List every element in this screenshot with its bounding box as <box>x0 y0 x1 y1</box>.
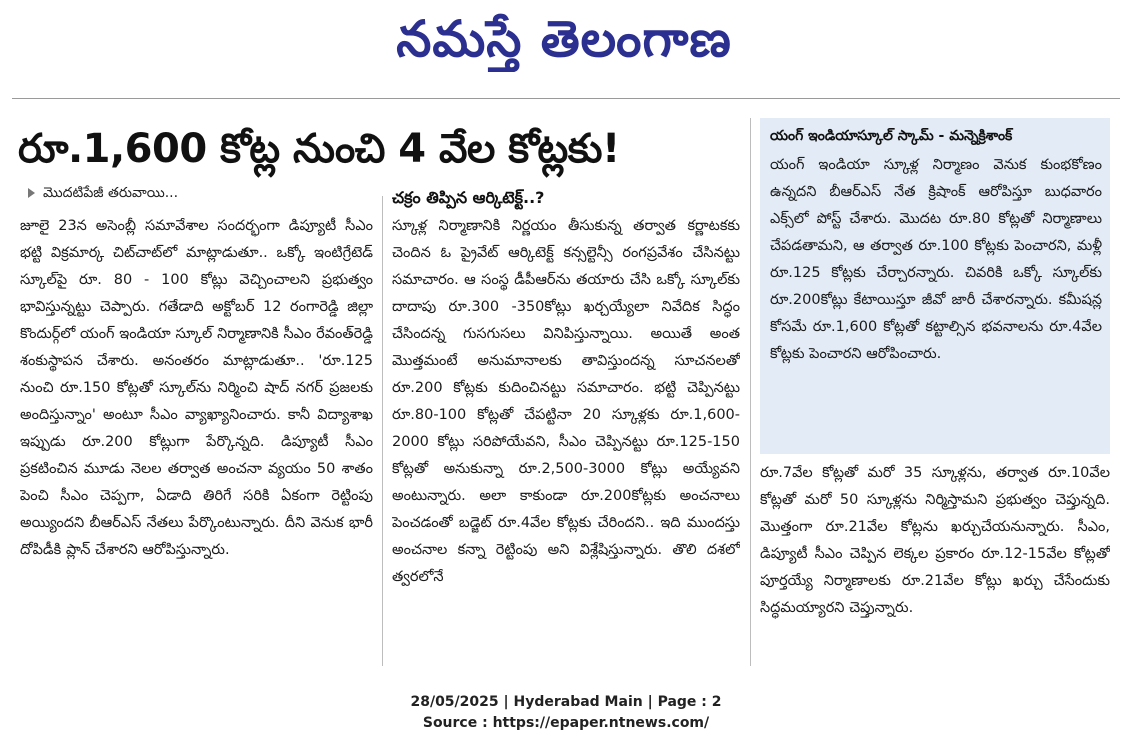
headline: రూ.1,600 కోట్ల నుంచి 4 వేల కోట్లకు! <box>18 126 620 172</box>
kicker-text: మొదటిపేజీ తరువాయి... <box>43 185 179 201</box>
column-1-text: జూలై 23న అసెంబ్లీ సమావేశాల సందర్భంగా డిప్యూటీ సీఎం భట్టి విక్రమార్క చిట్‌చాట్‌లో మాట్లాడుతూ.. ఒక్కో ఇంటిగ్రేటెడ్ స్కూల్‌పై రూ. 80 - 100 కోట్లు వెచ్చించాలని ప్రభుత్వం భావిస్తున్నట్టు చెప్పారు. గతేడాది అక్టోబర్ 12 రంగారెడ్డి జిల్లా కొందుర్గ్‌లో యంగ్ ఇండియా స్కూల్ నిర్మాణానికి సీఎం రేవంత్‌రెడ్డి శంకుస్థాపన చేశారు. అనంతరం మాట్లాడుతూ.. 'రూ.125 నుంచి రూ.150 కోట్లతో స్కూల్‌ను నిర్మించి షాద్ నగర్ ప్రజలకు అందిస్తున్నాం' అంటూ సీఎం వ్యాఖ్యానించారు. కానీ విద్యాశాఖ ఇప్పుడు రూ.200 కోట్లుగా పేర్కొన్నది. డిప్యూటీ సీఎం ప్రకటించిన మూడు నెలల తర్వాత అంచనా వ్యయం 50 శాతం పెంచి సీఎం చెప్పగా, ఏడాది తిరిగే సరికి ఏకంగా రెట్టింపు అయ్యిందని బీఆర్‌ఎస్ నేతలు పేర్కొంటున్నారు. దీని వెనుక భారీ దోపిడీకి ప్లాన్ చేశారని ఆరోపిస్తున్నారు. <box>20 218 373 558</box>
footer-source: Source : https://epaper.ntnews.com/ <box>422 715 710 731</box>
arrow-icon <box>28 188 35 198</box>
masthead-logo: నమస్తే తెలంగాణ <box>396 9 732 68</box>
column-divider <box>750 118 751 666</box>
sidebar-box <box>760 118 1110 454</box>
article-column-3 <box>760 460 1110 666</box>
column-divider <box>382 196 383 666</box>
continuation-kicker <box>28 182 348 204</box>
sidebar-body <box>770 152 1102 450</box>
article-column-2 <box>392 213 740 663</box>
column-3-text: రూ.7వేల కోట్లతో మరో 35 స్కూళ్లను, తర్వాత రూ.10వేల కోట్లతో మరో 50 స్కూళ్లను నిర్మిస్తామని ప్రభుత్వం చెప్తున్నది. మొత్తంగా రూ.21వేల కోట్లను ఖర్చుచేయనున్నారు. సీఎం, డిప్యూటీ సీఎం చెప్పిన లెక్కల ప్రకారం రూ.12-15వేల కోట్లతో పూర్తయ్యే నిర్మాణాలకు రూ.21వేల కోట్లు ఖర్చు చేసేందుకు సిద్ధమయ్యారని చెప్తున్నారు. <box>760 465 1110 616</box>
column-2-text: స్కూళ్ల నిర్మాణానికి నిర్ణయం తీసుకున్న తర్వాత కర్ణాటకకు చెందిన ఓ ప్రైవేట్ ఆర్కిటెక్ట్ కన్సల్టెన్సీ రంగప్రవేశం చేసినట్టు సమాచారం. ఆ సంస్థ డీపీఆర్‌ను తయారు చేసి ఒక్కో స్కూల్‌కు దాదాపు రూ.300 -350కోట్లు ఖర్చయ్యేలా నివేదిక సిద్ధం చేసిందన్న గుసగుసలు వినిపిస్తున్నాయి. అయితే అంత మొత్తమంటే అనుమానాలకు తావిస్తుందన్న సూచనలతో రూ.200 కోట్లకు కుదించినట్టు సమాచారం. భట్టి చెప్పినట్టు రూ.80-100 కోట్లతో చేపట్టినా 20 స్కూళ్లకు రూ.1,600-2000 కోట్లు సరిపోయేవని, సీఎం చెప్పినట్టు రూ.125-150 కోట్లతో అనుకున్నా రూ.2,500-3000 కోట్లు అయ్యేవని అంటున్నారు. అలా కాకుండా రూ.200కోట్లకు అంచనాలు పెంచడంతో బడ్జెట్ రూ.4వేల కోట్లకు చేరిందని.. ఇది ముందస్తు అంచనాల కన్నా రెట్టింపు అని విశ్లేషిస్తున్నారు. తొలి దశలో త్వరలోనే <box>392 218 740 585</box>
sidebar-text: యంగ్ ఇండియా స్కూళ్ల నిర్మాణం వెనుక కుంభకోణం ఉన్నదని బీఆర్‌ఎస్ నేత క్రిషాంక్ ఆరోపిస్తూ బుధవారం ఎక్స్‌లో పోస్ట్ చేశారు. మొదట రూ.80 కోట్లతో నిర్మాణాలు చేపడతామని, ఆ తర్వాత రూ.100 కోట్లకు పెంచారని, మళ్లీ రూ.125 కోట్లకు చేర్చారన్నారు. చివరికి ఒక్కో స్కూల్‌కు రూ.200కోట్లు కేటాయిస్తూ జీవో జారీ చేశారన్నారు. కమీషన్ల కోసమే రూ.1,600 కోట్లతో కట్టాల్సిన భవనాలను రూ.4వేల కోట్లకు పెంచారని ఆరోపించారు. <box>770 157 1102 362</box>
masthead-rule <box>12 98 1120 99</box>
sidebar-title: యంగ్ ఇండియాస్కూల్ స్కామ్ - మన్నెక్రిశాంక్ <box>770 128 1013 144</box>
article-column-1 <box>20 213 373 663</box>
subheading: చక్రం తిప్పిన ఆర్కిటెక్ట్..? <box>392 188 545 207</box>
footer-edition: 28/05/2025 | Hyderabad Main | Page : 2 <box>410 694 722 710</box>
